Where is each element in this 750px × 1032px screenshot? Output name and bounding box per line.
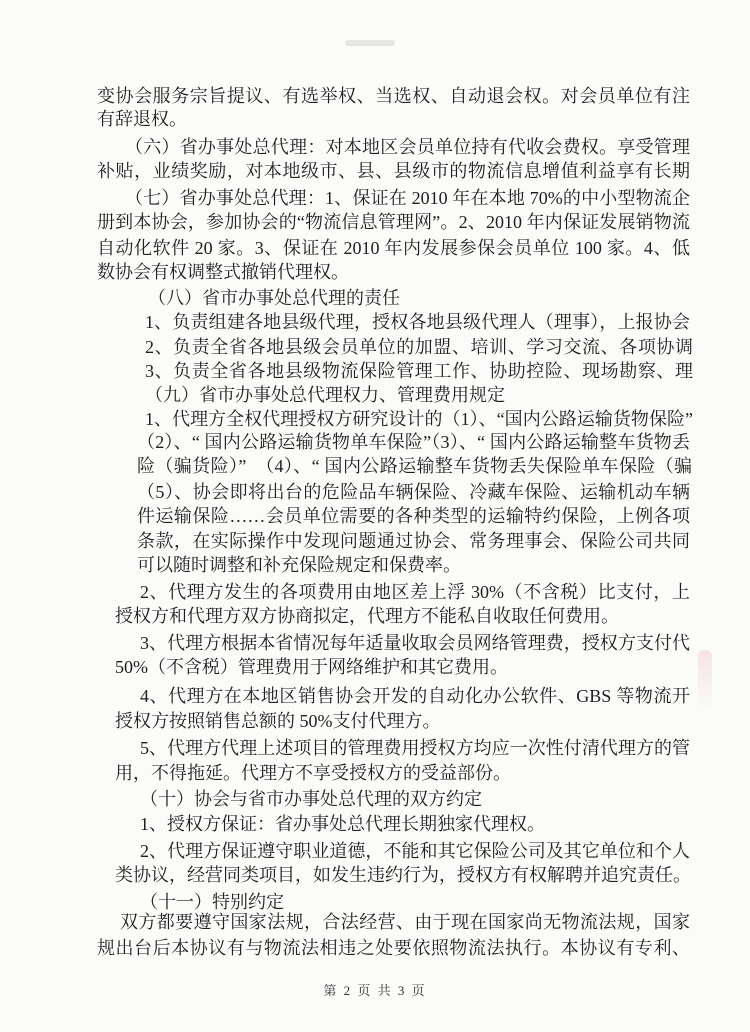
text-line: 补贴，业绩奖励，对本地级市、县、县级市的物流信息增值利益享有长期: [97, 161, 690, 182]
text-line: 3、负责全省各地县级物流保险管理工作、协助控险、现场勘察、理: [145, 361, 693, 382]
text-line: 1、授权方保证：省办事处总代理长期独家代理权。: [140, 814, 545, 835]
text-line: 1、代理方全权代理授权方研究设计的（1）、“国内公路运输货物保险”: [145, 408, 693, 429]
section-heading-6: （六）省办事处总代理：对本地区会员单位持有代收会费权。享受管理: [125, 137, 690, 158]
text-line: 2、代理方发生的各项费用由地区差上浮 30%（不含税）比支付，上: [140, 581, 690, 602]
section-heading-7: （七）省办事处总代理：1、保证在 2010 年在本地 70%的中小型物流企: [125, 188, 690, 209]
text-line: 授权方按照销售总额的 50%支付代理方。: [115, 710, 441, 731]
page-number: 第 2 页 共 3 页: [323, 983, 427, 998]
text-line: 2、负责全省各地县级会员单位的加盟、培训、学习交流、各项协调: [145, 337, 693, 358]
text-line: （5）、协会即将出台的危险品车辆保险、冷藏车保险、运输机动车辆: [137, 482, 690, 503]
text-line: 险（骗货险）” （4）、“ 国内公路运输整车货物丢失保险单车保险（骗: [137, 456, 692, 477]
text-line: 3、代理方根据本省情况每年适量收取会员网络管理费，授权方支付代: [140, 632, 690, 653]
section-heading-8: （八）省市办事处总代理的责任: [148, 287, 400, 308]
text-line: 5、代理方代理上述项目的管理费用授权方均应一次性付清代理方的管: [140, 737, 690, 758]
section-heading-10: （十）协会与省市办事处总代理的双方约定: [140, 789, 482, 810]
section-heading-9: （九）省市办事处总代理权力、管理费用规定: [145, 384, 505, 405]
text-line: 有辞退权。: [97, 109, 187, 130]
text-line: 规出台后本协议有与物流法相违之处要依照物流法执行。本协议有专利、: [97, 938, 690, 958]
text-line: 件运输保险……会员单位需要的各种类型的运输特约保险，上例各项: [137, 506, 690, 527]
text-line: 类协议，经营同类项目，如发生违约行为，授权方有权解聘并追究责任。: [115, 865, 691, 886]
text-line: 2、代理方保证遵守职业道德，不能和其它保险公司及其它单位和个人: [140, 841, 690, 862]
text-line: 数协会有权调整式撤销代理权。: [97, 261, 349, 282]
text-line: 1、负责组建各地县级代理，授权各地县级代理人（理事），上报协会: [145, 311, 690, 332]
scan-mark: [345, 40, 395, 46]
text-line: 册到本协会，参加协会的“物流信息管理网”。2、2010 年内保证发展销物流: [97, 212, 690, 233]
text-line: 50%（不含税）管理费用于网络维护和其它费用。: [115, 657, 508, 678]
text-line: 4、代理方在本地区销售协会开发的自动化办公软件、GBS 等物流开: [140, 685, 690, 706]
text-line: 授权方和代理方双方协商拟定，代理方不能私自收取任何费用。: [115, 605, 619, 626]
stamp-smudge: [698, 650, 712, 710]
text-line: （2）、“ 国内公路运输货物单车保险”（3）、“ 国内公路运输整车货物丢: [137, 431, 690, 452]
text-line: 可以随时调整和补充保险规定和保费率。: [137, 554, 461, 575]
text-line: 自动化软件 20 家。3、保证在 2010 年内发展参保会员单位 100 家。4、低: [97, 237, 690, 258]
text-line: 条款，在实际操作中发现问题通过协会、常务理事会、保险公司共同: [137, 530, 690, 551]
section-heading-11: （十一）特别约定: [140, 892, 284, 913]
text-line: 双方都要遵守国家法规，合法经营、由于现在国家尚无物流法规，国家: [120, 912, 690, 932]
text-line: 用，不得拖延。代理方不享受授权方的受益部份。: [115, 763, 511, 784]
text-line: 变协会服务宗旨提议、有选举权、当选权、自动退会权。对会员单位有注: [97, 86, 690, 106]
